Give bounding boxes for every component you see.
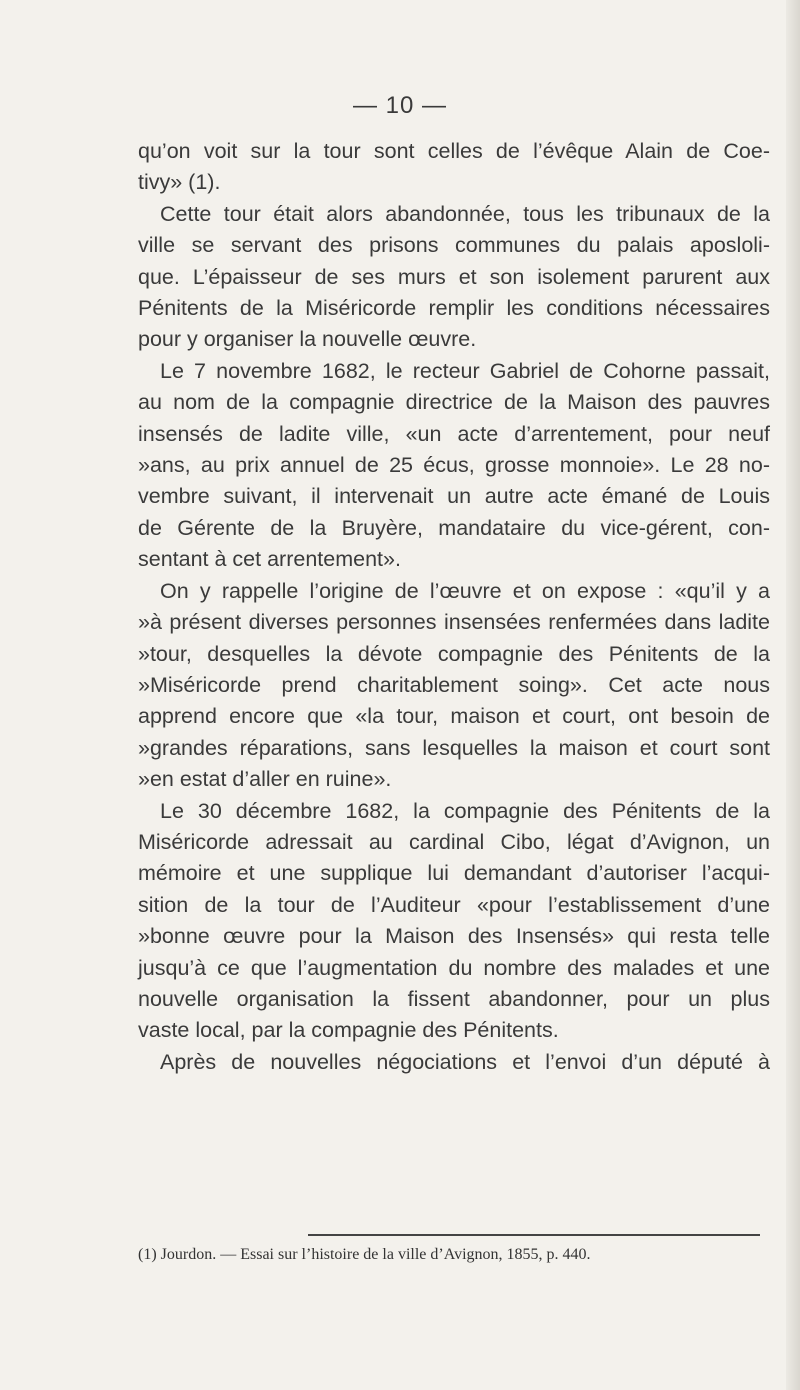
text-line: vaste local, par la compagnie des Pénitents. [138,1018,559,1043]
text-line: au nom de la compagnie directrice de la Maison des pauvres [138,390,770,415]
text-line: que. L’épaisseur de ses murs et son isolement parurent aux [138,264,770,289]
text-line: mémoire et une supplique lui demandant d’autoriser l’acqui- [138,861,770,886]
text-line: »en estat d’aller en ruine». [138,767,392,792]
text-line: »Miséricorde prend charitablement soing». Cet acte nous [138,672,770,697]
text-line: de Gérente de la Bruyère, mandataire du vice-gérent, con- [138,515,770,540]
text-line: Le 30 décembre 1682, la compagnie des Pénitents de la [160,798,770,823]
text-line: Cette tour était alors abandonnée, tous les tribunaux de la [160,201,770,226]
text-line: sentant à cet arrentement». [138,547,401,572]
body-text [138,136,770,1078]
text-line: »à présent diverses personnes insensées renfermées dans ladite [138,610,770,635]
text-line: sition de la tour de l’Auditeur «pour l’establissement d’une [138,892,770,917]
footnote: (1) Jourdon. — Essai sur l’histoire de la ville d’Avignon, 1855, p. 440. [138,1246,591,1263]
text-line: apprend encore que «la tour, maison et court, ont besoin de [138,704,770,729]
text-line: jusqu’à ce que l’augmentation du nombre des malades et une [138,955,770,980]
text-line: Pénitents de la Miséricorde remplir les conditions nécessaires [138,296,770,321]
text-line: pour y organiser la nouvelle œuvre. [138,327,477,352]
text-line: nouvelle organisation la fissent abandonner, pour un plus [138,986,770,1011]
text-line: insensés de ladite ville, «un acte d’arrentement, pour neuf [138,421,770,446]
page-edge-shadow [786,0,800,1390]
text-line: tivy» (1). [138,170,221,195]
text-line: Après de nouvelles négociations et l’envoi d’un député à [160,1049,770,1074]
text-line: vembre suivant, il intervenait un autre acte émané de Louis [138,484,770,509]
text-line: On y rappelle l’origine de l’œuvre et on expose : «qu’il y a [160,578,770,603]
text-line: »ans, au prix annuel de 25 écus, grosse monnoie». Le 28 no- [138,453,770,478]
text-line: »bonne œuvre pour la Maison des Insensés» qui resta telle [138,924,770,949]
text-line: qu’on voit sur la tour sont celles de l’évêque Alain de Coe- [138,139,770,163]
text-line: ville se servant des prisons communes du palais aposloli- [138,233,770,258]
text-line: »grandes réparations, sans lesquelles la maison et court sont [138,735,770,760]
text-line: Miséricorde adressait au cardinal Cibo, légat d’Avignon, un [138,829,770,854]
text-line: Le 7 novembre 1682, le recteur Gabriel de Cohorne passait, [160,358,770,383]
text-line: »tour, desquelles la dévote compagnie des Pénitents de la [138,641,770,666]
page-number: — 10 — [352,92,448,119]
footnote-rule [308,1234,760,1236]
